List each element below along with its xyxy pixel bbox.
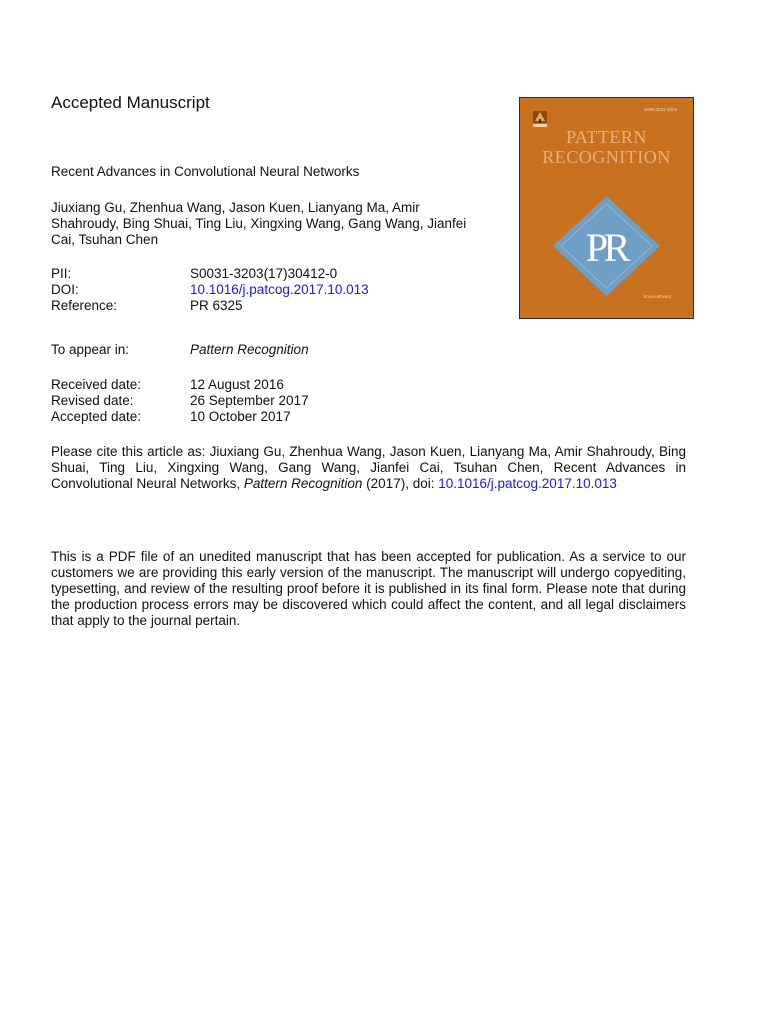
appear-block [51,342,491,358]
author-list: Jiuxiang Gu, Zhenhua Wang, Jason Kuen, Lianyang Ma, Amir Shahroudy, Bing Shuai, Ting Liu, Xingxing Wang, Gang Wang, Jianfei Cai, Tsuhan Chen [51,200,467,247]
accepted-value: 10 October 2017 [190,409,291,424]
svg-text:R: R [603,225,631,270]
received-label: Received date: [51,377,142,392]
manuscript-notice: This is a PDF file of an unedited manuscript that has been accepted for publication. As a service to our customers we are providing this early version of the manuscript. The manuscript will undergo copyediting, typesetting, and review of the resulting proof before it is published in its final form. Please note that during the production process errors may be discovered which could affect the content, and all legal disclaimers that apply to the journal pertain. [51,549,686,628]
article-title: Recent Advances in Convolutional Neural Networks [51,164,360,179]
reference-label: Reference: [51,298,118,313]
revised-row [51,393,491,409]
page-heading: Accepted Manuscript [51,93,210,112]
appear-label: To appear in: [51,342,130,357]
accepted-row [51,409,491,425]
citation-journal: Pattern Recognition [243,476,363,491]
elsevier-logo-icon [532,110,548,128]
cover-issn: ISSN 0031-3203 [643,107,677,112]
cover-title-line1: PATTERN [566,127,647,147]
journal-name: Pattern Recognition [190,342,309,357]
citation-doi-link[interactable]: 10.1016/j.patcog.2017.10.013 [438,476,617,491]
received-value: 12 August 2016 [190,377,284,392]
cover-title-line2: RECOGNITION [542,147,671,167]
pii-label: PII: [51,266,72,281]
reference-row [51,298,491,314]
sciencedirect-label: ScienceDirect [643,294,671,299]
journal-cover [519,97,694,319]
identifier-block [51,266,491,314]
accepted-label: Accepted date: [51,409,142,424]
received-row [51,377,491,393]
doi-row [51,282,491,298]
doi-link[interactable]: 10.1016/j.patcog.2017.10.013 [190,282,369,297]
doi-label: DOI: [51,282,79,297]
revised-value: 26 September 2017 [190,393,309,408]
citation-text: Please cite this article as: Jiuxiang Gu, Zhenhua Wang, Jason Kuen, Lianyang Ma, Amir Shahroudy, Bing Shuai, Ting Liu, Xingxing Wang, Gang Wang, Jianfei Cai, Tsuhan Chen, Recent Advances in Convolutional Neural Networks, [51,444,686,491]
revised-label: Revised date: [51,393,134,408]
citation-paragraph [51,444,686,492]
citation-middle: (2017), doi: [362,476,439,491]
reference-value: PR 6325 [190,298,243,313]
pii-row [51,266,491,282]
pr-diamond-icon [551,194,662,298]
dates-block [51,377,491,425]
pii-value: S0031-3203(17)30412-0 [190,266,338,281]
appear-row [51,342,491,358]
svg-text:P: P [585,225,609,270]
